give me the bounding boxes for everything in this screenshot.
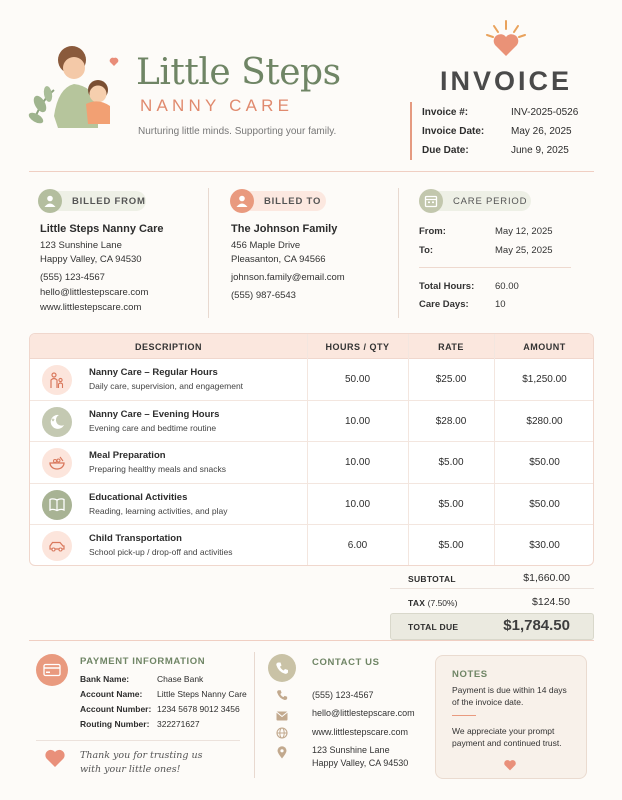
table-row bbox=[30, 525, 593, 566]
notes-line3: We appreciate your prompt bbox=[452, 726, 555, 736]
table-header bbox=[30, 334, 593, 359]
heart-icon bbox=[503, 758, 517, 776]
bowl-icon bbox=[42, 448, 72, 478]
invoice-number-label: Invoice #: bbox=[422, 107, 469, 118]
account-name-label: Account Name: bbox=[80, 689, 143, 699]
header-divider bbox=[29, 171, 594, 172]
account-number: 1234 5678 9012 3456 bbox=[157, 704, 240, 714]
billed-from-website[interactable]: www.littlestepscare.com bbox=[40, 302, 142, 313]
phone-icon bbox=[276, 688, 288, 706]
notes-heading: NOTES bbox=[452, 669, 488, 680]
book-icon bbox=[42, 490, 72, 520]
item-rate: $5.00 bbox=[438, 457, 464, 469]
table-row bbox=[30, 359, 593, 401]
care-from-date: May 12, 2025 bbox=[495, 226, 553, 237]
phone-badge-icon bbox=[268, 654, 296, 682]
table-row bbox=[30, 442, 593, 484]
brand-name: Little Steps bbox=[136, 52, 341, 93]
item-qty: 10.00 bbox=[344, 415, 371, 427]
column-divider bbox=[398, 188, 399, 318]
notes-line2: of the invoice date. bbox=[452, 697, 524, 707]
globe-icon bbox=[276, 726, 288, 744]
totals-divider bbox=[390, 588, 594, 589]
person-icon bbox=[230, 189, 254, 213]
billed-from-address2: Happy Valley, CA 94530 bbox=[40, 254, 142, 265]
invoice-date-label: Invoice Date: bbox=[422, 126, 485, 137]
subtotal-label: SUBTOTAL bbox=[408, 574, 456, 584]
column-divider bbox=[208, 188, 209, 318]
payment-card-icon bbox=[36, 654, 68, 686]
routing-number-label: Routing Number: bbox=[80, 719, 150, 729]
person-icon bbox=[38, 189, 62, 213]
thank-you-line2: with your little ones! bbox=[80, 764, 181, 775]
item-title: Nanny Care – Regular Hours bbox=[89, 367, 218, 378]
item-description: Reading, learning activities, and play bbox=[89, 505, 228, 516]
item-description: Daily care, supervision, and engagement bbox=[89, 381, 244, 391]
care-to-date: May 25, 2025 bbox=[495, 245, 553, 256]
item-rate: $28.00 bbox=[435, 415, 467, 427]
brand-subtitle: NANNY CARE bbox=[140, 96, 294, 115]
due-date: June 9, 2025 bbox=[511, 145, 569, 156]
contact-phone[interactable]: (555) 123-4567 bbox=[312, 690, 374, 700]
routing-number: 322271627 bbox=[157, 719, 200, 729]
billed-from-email[interactable]: hello@littlestepscare.com bbox=[40, 287, 149, 298]
item-title: Meal Preparation bbox=[89, 450, 166, 462]
billed-from-name: Little Steps Nanny Care bbox=[40, 223, 164, 235]
total-due-value: $1,784.50 bbox=[503, 617, 570, 634]
mother-child-illustration bbox=[28, 38, 128, 134]
account-number-label: Account Number: bbox=[80, 704, 152, 714]
item-amount: $50.00 bbox=[529, 498, 560, 510]
item-amount: $1,250.00 bbox=[522, 374, 567, 385]
item-qty: 10.00 bbox=[344, 498, 371, 510]
line-items-table bbox=[29, 333, 594, 566]
tax-label: TAX (7.50%) bbox=[408, 598, 458, 608]
item-description: Preparing healthy meals and snacks bbox=[89, 464, 227, 475]
email-icon bbox=[276, 708, 288, 726]
care-days: 10 bbox=[495, 299, 506, 310]
item-qty: 6.00 bbox=[347, 540, 368, 552]
item-amount: $50.00 bbox=[529, 457, 560, 469]
heart-icon bbox=[44, 748, 66, 773]
care-days-label: Care Days: bbox=[419, 299, 469, 310]
item-rate: $25.00 bbox=[435, 374, 467, 385]
care-to-label: To: bbox=[419, 245, 434, 256]
heart-burst-icon bbox=[484, 18, 528, 60]
item-qty: 50.00 bbox=[344, 374, 371, 385]
invoice-date: May 26, 2025 bbox=[511, 126, 572, 137]
item-amount: $30.00 bbox=[529, 540, 560, 552]
notes-line4: payment and continued trust. bbox=[452, 738, 562, 748]
notes-divider bbox=[452, 715, 476, 716]
contact-address2: Happy Valley, CA 94530 bbox=[312, 758, 409, 768]
footer-divider bbox=[29, 640, 594, 641]
account-name: Little Steps Nanny Care bbox=[157, 689, 247, 699]
item-title: Child Transportation bbox=[89, 533, 182, 545]
invoice-number: INV-2025-0526 bbox=[511, 107, 579, 118]
payment-heading: PAYMENT INFORMATION bbox=[80, 656, 206, 667]
billed-from-phone: (555) 123-4567 bbox=[40, 272, 105, 283]
billed-to-address2: Pleasanton, CA 94566 bbox=[231, 254, 326, 265]
brand-tagline: Nurturing little minds. Supporting your family. bbox=[138, 126, 337, 137]
billed-to-address1: 456 Maple Drive bbox=[231, 240, 301, 251]
bank-name: Chase Bank bbox=[157, 674, 204, 684]
header-rate: RATE bbox=[438, 342, 464, 352]
table-row bbox=[30, 401, 593, 443]
tax-rate: (7.50%) bbox=[427, 598, 458, 608]
notes-card bbox=[435, 655, 587, 779]
billed-to-phone: (555) 987-6543 bbox=[231, 290, 296, 301]
care-from-label: From: bbox=[419, 226, 446, 237]
item-rate: $5.00 bbox=[438, 540, 464, 552]
subtotal-value: $1,660.00 bbox=[523, 572, 570, 584]
header-amount: AMOUNT bbox=[523, 342, 566, 352]
item-description: Evening care and bedtime routine bbox=[89, 422, 217, 433]
billed-to-name: The Johnson Family bbox=[231, 223, 338, 235]
car-icon bbox=[42, 531, 72, 561]
column-divider bbox=[254, 652, 255, 778]
family-icon bbox=[42, 365, 72, 395]
billed-to-email[interactable]: johnson.family@email.com bbox=[231, 272, 345, 283]
item-description: School pick-up / drop-off and activities bbox=[89, 547, 233, 558]
total-hours-label: Total Hours: bbox=[419, 281, 475, 292]
header-hours-qty: HOURS / QTY bbox=[325, 342, 390, 352]
calendar-icon bbox=[419, 189, 443, 213]
location-pin-icon bbox=[277, 746, 287, 764]
thank-you-line1: Thank you for trusting us bbox=[80, 750, 203, 761]
item-qty: 10.00 bbox=[344, 457, 371, 469]
invoice-title: INVOICE bbox=[440, 66, 573, 96]
total-hours: 60.00 bbox=[495, 281, 519, 292]
billed-from-heading: BILLED FROM bbox=[38, 191, 146, 211]
item-title: Nanny Care – Evening Hours bbox=[89, 408, 220, 420]
total-due-label: TOTAL DUE bbox=[408, 622, 459, 632]
billed-from-address1: 123 Sunshine Lane bbox=[40, 240, 122, 251]
invoice-meta bbox=[410, 102, 590, 160]
table-row bbox=[30, 484, 593, 526]
header-description: DESCRIPTION bbox=[134, 342, 202, 352]
item-amount: $280.00 bbox=[526, 415, 563, 427]
contact-heading: CONTACT US bbox=[312, 657, 380, 668]
due-date-label: Due Date: bbox=[422, 145, 469, 156]
item-title: Educational Activities bbox=[89, 491, 188, 503]
billed-to-heading: BILLED TO bbox=[230, 191, 326, 211]
notes-line1: Payment is due within 14 days bbox=[452, 685, 567, 695]
moon-icon bbox=[42, 407, 72, 437]
care-divider bbox=[419, 267, 571, 268]
tax-value: $124.50 bbox=[532, 596, 570, 608]
contact-website[interactable]: www.littlestepscare.com bbox=[312, 727, 409, 737]
item-rate: $5.00 bbox=[438, 498, 464, 510]
payment-divider bbox=[36, 740, 240, 741]
care-period-heading: CARE PERIOD bbox=[419, 191, 531, 211]
contact-email[interactable]: hello@littlestepscare.com bbox=[312, 708, 415, 718]
bank-name-label: Bank Name: bbox=[80, 674, 130, 684]
contact-address1: 123 Sunshine Lane bbox=[312, 745, 390, 755]
